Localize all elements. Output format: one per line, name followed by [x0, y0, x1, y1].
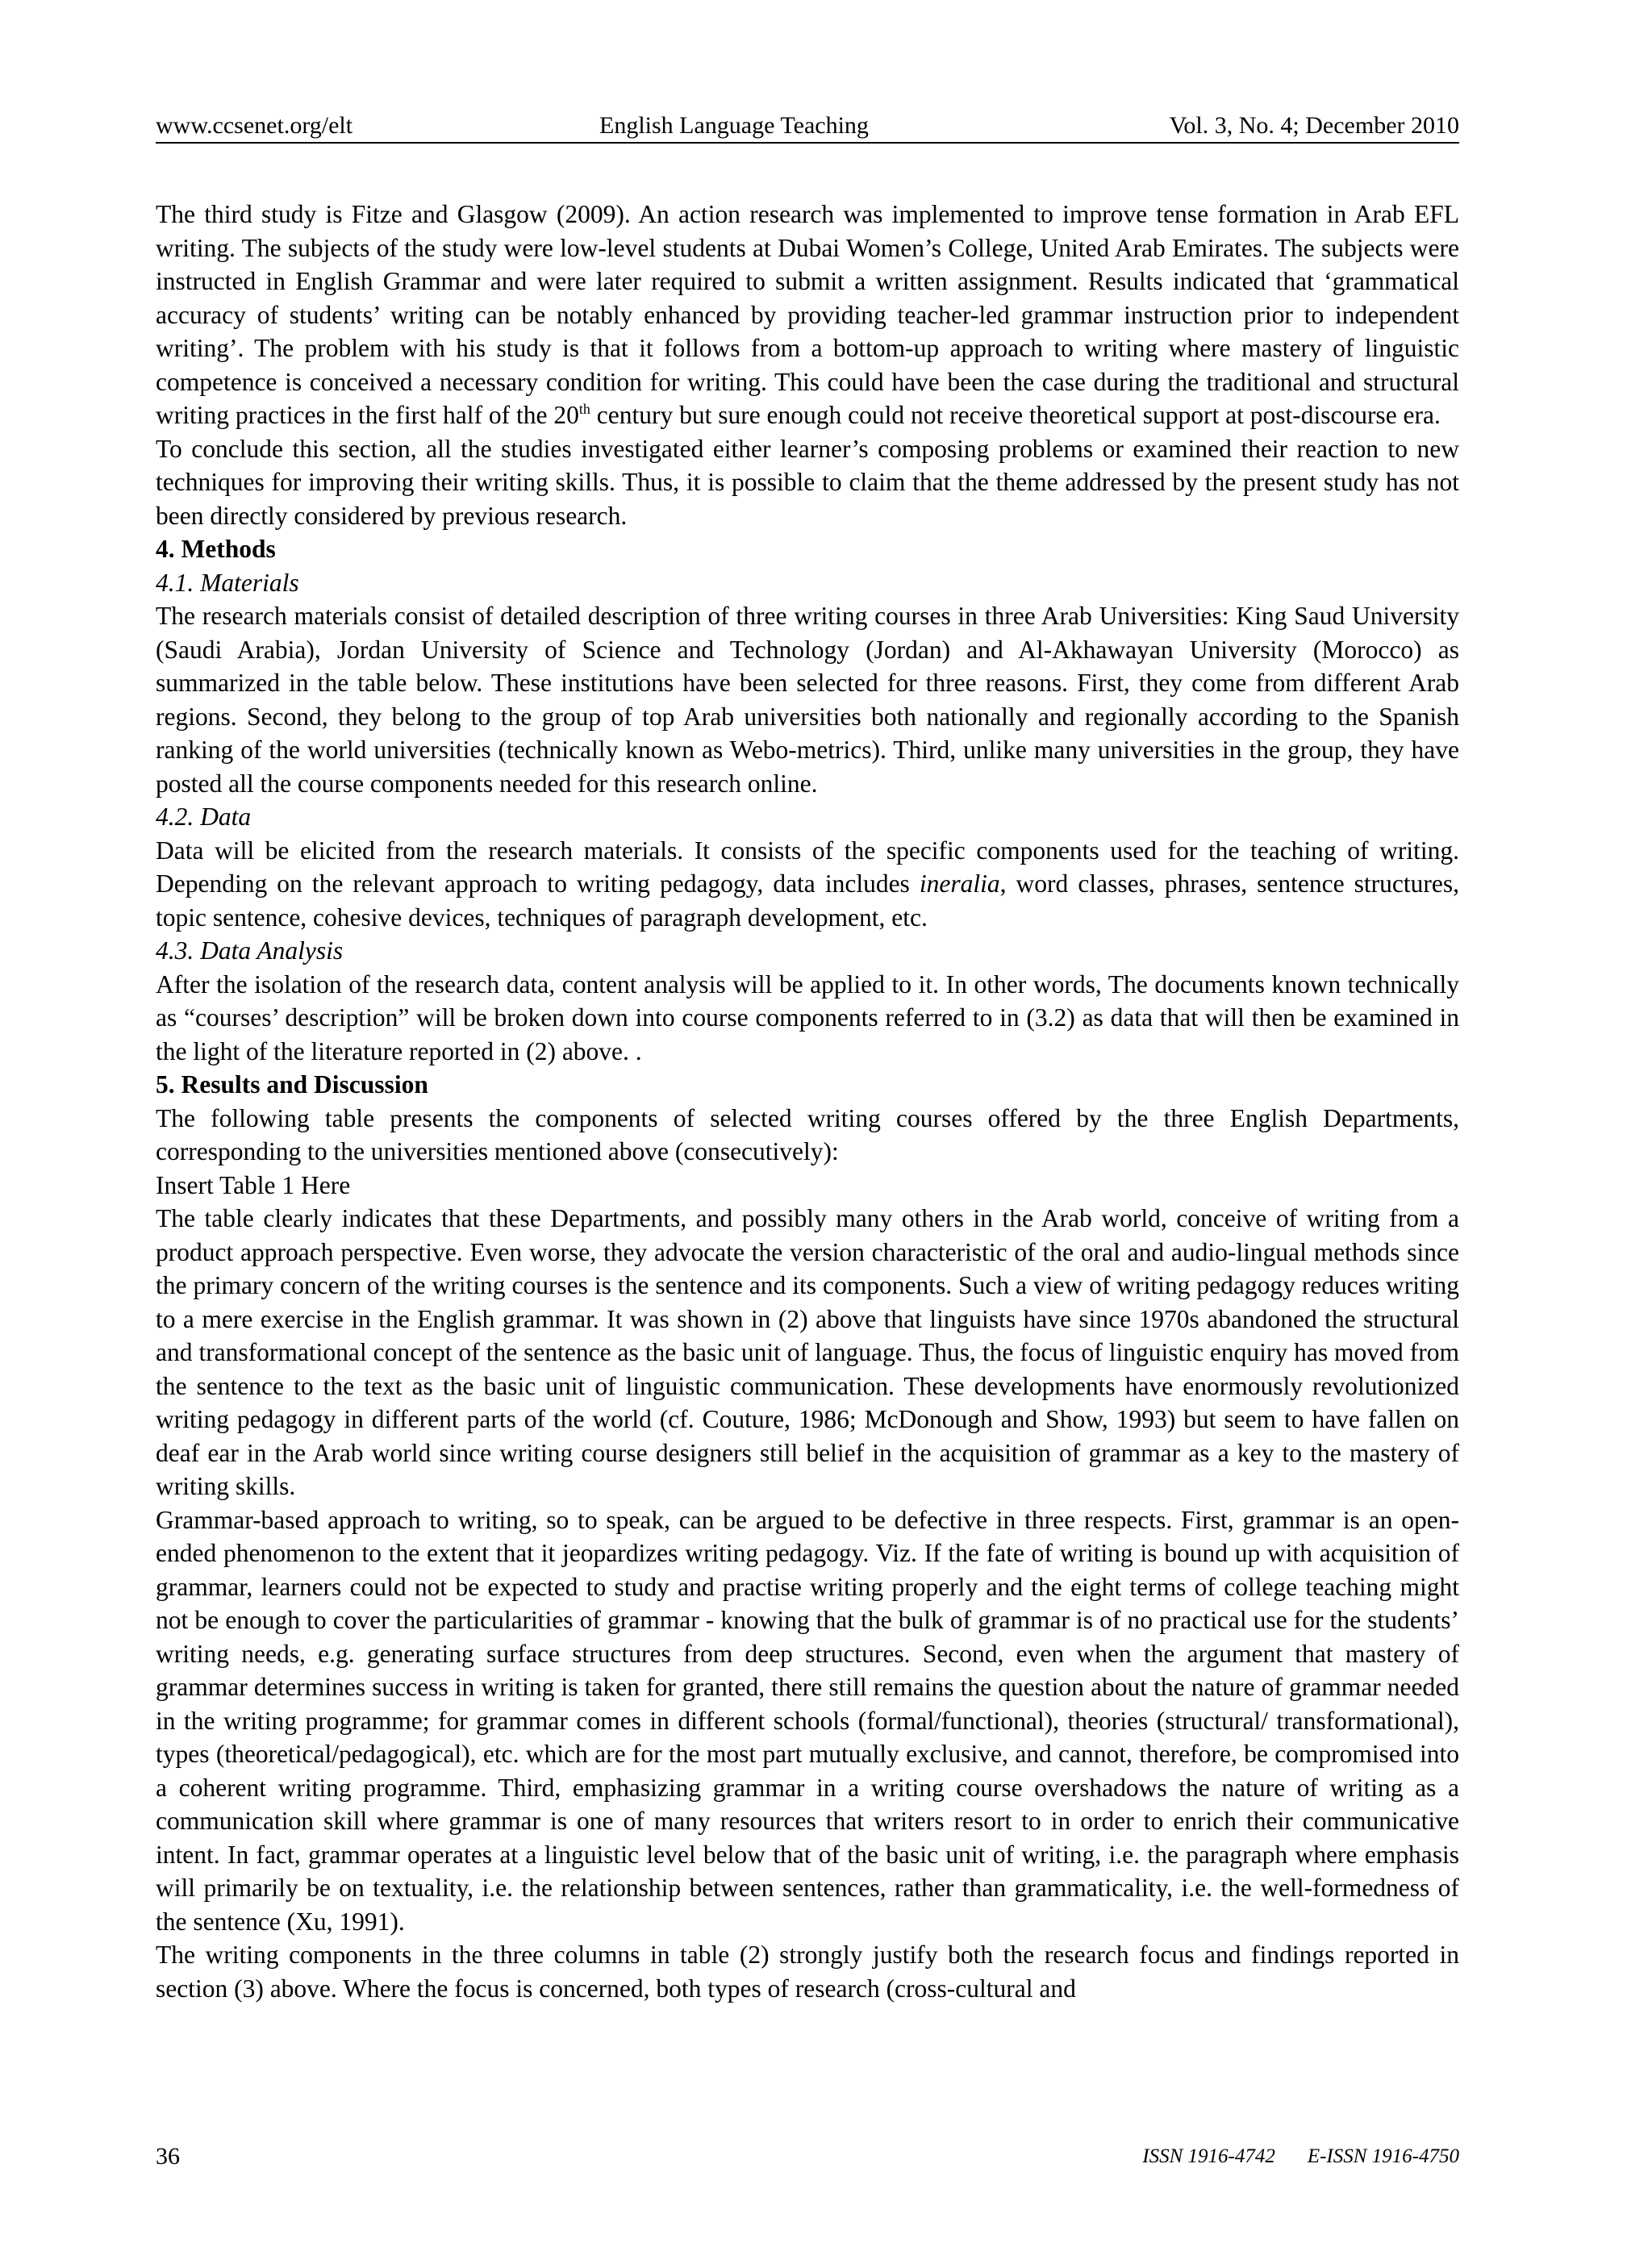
paragraph-text: , word classes, phrases, sentence structures, topic sentence, cohesive devices, techniques of paragraph development, etc.	[156, 869, 1459, 932]
paragraph-table-discussion: The table clearly indicates that these Departments, and possibly many others in the Arab world, conceive of writing from a product approach perspective. Even worse, they advocate the version characteristic of the oral and audio-lingual methods since the primary concern of the writing courses is the sentence and its components. Such a view of writing pedagogy reduces writing to a mere exercise in the English grammar. It was shown in (2) above that linguists have since 1970s abandoned the structural and transformational concept of the sentence as the basic unit of language. Thus, the focus of linguistic enquiry has moved from the sentence to the text as the basic unit of linguistic communication. These developments have enormously revolutionized writing pedagogy in different parts of the world (cf. Couture, 1986; McDonough and Show, 1993) but seem to have fallen on deaf ear in the Arab world since writing course designers still belief in the acquisition of grammar as a key to the mastery of writing skills.	[156, 1204, 1459, 1500]
article-body	[156, 198, 1459, 2005]
subsection-heading-data: 4.2. Data	[156, 803, 252, 831]
paragraph-table-intro: The following table presents the components of selected writing courses offered by the three English Departments, corresponding to the universities mentioned above (consecutively):	[156, 1103, 1459, 1165]
running-header	[156, 110, 1459, 144]
subsection-heading-materials: 4.1. Materials	[156, 568, 299, 597]
superscript: th	[578, 401, 590, 417]
paragraph-text: The third study is Fitze and Glasgow (2009). An action research was implemented to improve tense formation in Arab EFL writing. The subjects of the study were low-level students at Dubai Women’s College, United Arab Emirates. The subjects were instructed in English Grammar and were later required to submit a written assignment. Results indicated that ‘grammatical accuracy of students’ writing can be notably enhanced by providing teacher-led grammar instruction prior to independent writing’. The problem with his study is that it follows from a bottom-up approach to writing where mastery of linguistic competence is conceived a necessary condition for writing. This could have been the case during the traditional and structural writing practices in the first half of the 20	[156, 200, 1459, 429]
subsection-heading-data-analysis: 4.3. Data Analysis	[156, 936, 344, 965]
paragraph-data-analysis: After the isolation of the research data, content analysis will be applied to it. In other words, The documents known technically as “courses’ description” will be broken down into course components referred to in (3.2) as data that will then be examined in the light of the literature reported in (2) above. .	[156, 969, 1459, 1065]
journal-title: English Language Teaching	[599, 112, 869, 139]
paragraph-text: Data will be elicited from the research materials. It consists of the specific components used for the teaching of writing. Depending on the relevant approach to writing pedagogy, data includes	[156, 836, 1459, 898]
eissn: E-ISSN 1916-4750	[1307, 2145, 1459, 2167]
paragraph-conclusion: To conclude this section, all the studies investigated either learner’s composing problems or examined their reaction to new techniques for improving their writing skills. Thus, it is possible to claim that the theme addressed by the present study has not been directly considered by previous research.	[156, 434, 1459, 530]
page-number: 36	[156, 2143, 180, 2170]
table-placeholder: Insert Table 1 Here	[156, 1170, 351, 1199]
paragraph-data	[156, 834, 1459, 935]
paragraph-materials: The research materials consist of detailed description of three writing courses in three Arab Universities: King Saud University (Saudi Arabia), Jordan University of Science and Technology (Jordan) and Al-Akhawayan University (Morocco) as summarized in the table below. These institutions have been selected for three reasons. First, they come from different Arab regions. Second, they belong to the group of top Arab universities both nationally and regionally according to the Spanish ranking of the world universities (technically known as Webo-metrics). Third, unlike many universities in the group, they have posted all the course components needed for this research online.	[156, 602, 1459, 798]
issn: ISSN 1916-4742	[1142, 2145, 1275, 2167]
paragraph-grammar-approach: Grammar-based approach to writing, so to speak, can be argued to be defective in three respects. First, grammar is an open-ended phenomenon to the extent that it jeopardizes writing pedagogy. Viz. If the fate of writing is bound up with acquisition of grammar, learners could not be expected to study and practise writing properly and the eight terms of college teaching might not be enough to cover the particularities of grammar - knowing that the bulk of grammar is of no practical use for the students’ writing needs, e.g. generating surface structures from deep structures. Second, even when the argument that mastery of grammar determines success in writing is taken for granted, there still remains the question about the nature of grammar needed in the writing programme; for grammar comes in different schools (formal/functional), theories (structural/ transformational), types (theoretical/pedagogical), etc. which are for the most part mutually exclusive, and cannot, therefore, be compromised into a coherent writing programme. Third, emphasizing grammar in a writing course overshadows the nature of writing as a communication skill where grammar is one of many resources that writers resort to in order to enrich their communicative intent. In fact, grammar operates at a linguistic level below that of the basic unit of writing, i.e. the paragraph where emphasis will primarily be on textuality, i.e. the relationship between sentences, rather than grammaticality, i.e. the well-formedness of the sentence (Xu, 1991).	[156, 1505, 1459, 1936]
section-heading-results: 5. Results and Discussion	[156, 1070, 428, 1099]
paragraph-text: century but sure enough could not receive theoretical support at post-discourse era.	[590, 401, 1441, 429]
section-heading-methods: 4. Methods	[156, 535, 276, 563]
journal-url[interactable]: www.ccsenet.org/elt	[156, 112, 353, 139]
paragraph-writing-components: The writing components in the three columns in table (2) strongly justify both the research focus and findings reported in section (3) above. Where the focus is concerned, both types of research (cross-cultural and	[156, 1941, 1459, 2003]
page-footer	[156, 2141, 1459, 2173]
emphasis: ineralia	[919, 869, 1000, 898]
issn-info	[1142, 2141, 1459, 2173]
volume-info: Vol. 3, No. 4; December 2010	[1169, 112, 1459, 139]
paragraph-third-study	[156, 198, 1459, 432]
